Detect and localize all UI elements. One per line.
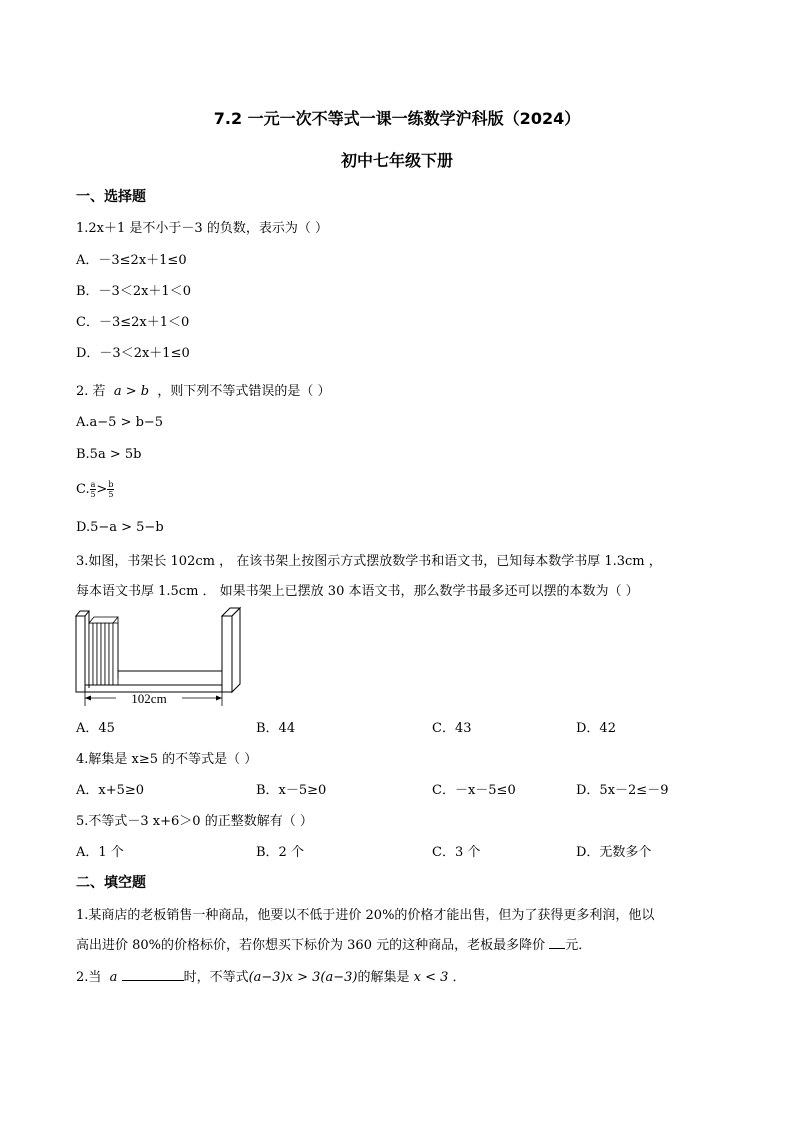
question-5-option-b: B．2 个 [256, 845, 304, 860]
question-5-option-a: A．1 个 [76, 845, 124, 860]
question-2-option-c-prefix: C. [76, 482, 90, 497]
document-title: 7.2 一元一次不等式一课一练数学沪科版（2024） [213, 109, 581, 128]
bookshelf-figure [74, 604, 248, 710]
fill-question-2-middle: 时，不等式 [183, 970, 249, 985]
fill-question-2-var: a [109, 970, 118, 985]
question-3-option-c: C．43 [432, 721, 472, 736]
question-3-option-a: A．45 [76, 721, 115, 736]
question-4-option-c: C．－x－5≤0 [432, 783, 516, 798]
question-2-option-d: D.5−a > 5−b [76, 520, 164, 535]
question-1-option-d: D．－3＜2x＋1≤0 [76, 346, 190, 361]
question-3-option-b: B．44 [256, 721, 296, 736]
question-2-option-b: B.5a > 5b [76, 447, 142, 462]
fraction-numerator: a [90, 480, 96, 489]
fill-question-2 [76, 966, 466, 985]
fraction-numerator: b [108, 480, 114, 489]
figure-dimension-label: 102cm [131, 691, 167, 706]
fill-question-2-suffix: ． [452, 970, 466, 985]
answer-blank[interactable] [122, 968, 184, 981]
fill-question-2-middle2: 的解集是 [357, 970, 410, 985]
question-2-option-a: A.a−5 > b−5 [76, 415, 164, 430]
section-heading-choice: 一、选择题 [76, 189, 146, 205]
question-3-option-d: D．42 [576, 721, 616, 736]
answer-blank[interactable] [549, 936, 565, 949]
question-3-stem-line1: 3.如图，书架长 102cm ， 在该书架上按图示方式摆放数学书和语文书，已知每本数学书厚 1.3cm ， [76, 554, 662, 569]
question-4-option-a: A．x+5≥0 [76, 783, 145, 798]
question-3-stem-line2: 每本语文书厚 1.5cm ． 如果书架上已摆放 30 本语文书，那么数学书最多还可以摆的本数为（ ） [76, 584, 639, 599]
fraction-denominator: 5 [108, 490, 114, 499]
fraction-b-over-5 [107, 480, 114, 499]
question-2-option-c [76, 480, 114, 499]
question-5-option-c: C．3 个 [432, 845, 481, 860]
question-1-option-b: B．－3＜2x＋1＜0 [76, 284, 191, 299]
fill-question-1-line1: 1.某商店的老板销售一种商品，他要以不低于进价 20%的价格才能出售，但为了获得更多利润，他以 [76, 908, 655, 923]
question-1-option-a: A．－3≤2x＋1≤0 [76, 253, 187, 268]
question-2-stem-math: a > b [113, 384, 150, 399]
section-heading-fill-in: 二、填空题 [76, 875, 146, 891]
greater-than-sign: > [96, 482, 108, 497]
document-subtitle: 初中七年级下册 [340, 151, 453, 170]
question-4-option-b: B．x－5≥0 [256, 783, 327, 798]
fill-question-1-line2 [76, 934, 591, 953]
fill-question-2-prefix: 2.当 [76, 970, 102, 985]
question-1-option-c: C．－3≤2x＋1＜0 [76, 315, 190, 330]
question-4-stem: 4.解集是 x≥5 的不等式是（ ） [76, 752, 258, 767]
question-4-option-d: D．5x－2≤－9 [576, 783, 669, 798]
fill-question-1-line2-suffix: 元． [565, 938, 592, 953]
question-1-stem: 1.2x＋1 是不小于－3 的负数，表示为（ ） [76, 221, 328, 236]
fraction-denominator: 5 [90, 490, 96, 499]
question-5-option-d: D．无数多个 [576, 845, 652, 860]
question-2-stem-prefix: 2. 若 [76, 384, 106, 399]
fill-question-2-solution: x < 3 [413, 970, 449, 985]
fill-question-1-line2-prefix: 高出进价 80%的价格标价，若你想买下标价为 360 元的这种商品，老板最多降价 [76, 938, 550, 953]
question-2-stem-suffix: ，则下列不等式错误的是（ ） [157, 384, 331, 399]
fill-question-2-inequality: (a−3)x > 3(a−3) [248, 970, 358, 985]
question-5-stem: 5.不等式－3 x+6＞0 的正整数解有（ ） [76, 814, 313, 829]
question-2-stem [76, 380, 330, 399]
